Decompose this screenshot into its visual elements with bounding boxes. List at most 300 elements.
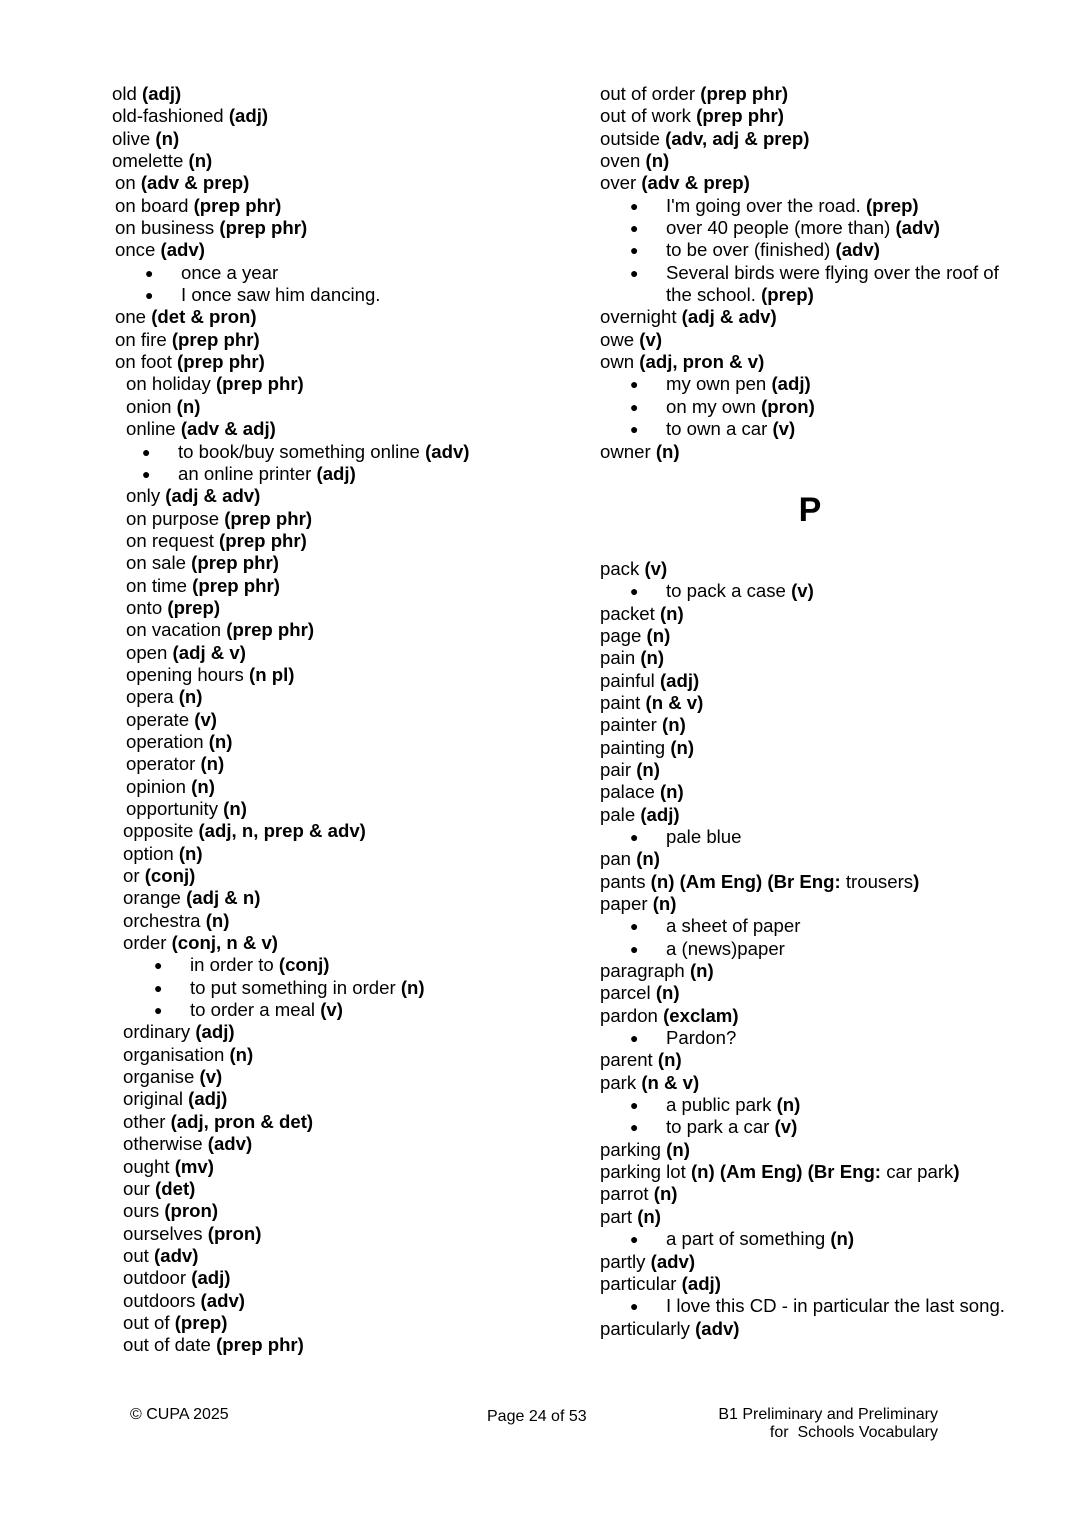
vocab-entry — [112, 753, 582, 775]
entry-word: olive — [112, 127, 151, 149]
entry-word: parcel — [600, 982, 651, 1004]
entry-word: original — [123, 1088, 183, 1110]
part-of-speech-close: ) — [953, 1161, 960, 1183]
vocab-entry — [112, 731, 582, 753]
part-of-speech: (adv) — [200, 1289, 245, 1311]
example-text: a (news)paper — [666, 937, 785, 959]
part-of-speech: (adv) — [207, 1133, 253, 1155]
part-of-speech: (prep phr) — [216, 1334, 304, 1356]
example-item — [600, 1228, 1020, 1250]
part-of-speech: (prep phr) — [192, 574, 280, 596]
vocab-entry — [600, 692, 1020, 714]
vocab-entry — [600, 1161, 1020, 1183]
vocab-entry — [600, 781, 1020, 803]
vocab-entry — [112, 508, 582, 530]
vocab-entry — [600, 351, 1020, 373]
vocab-entry — [600, 83, 1020, 105]
entry-word: ordinary — [123, 1021, 191, 1043]
vocab-entry — [112, 887, 582, 909]
part-of-speech: (adv) — [695, 1317, 740, 1339]
part-of-speech: (adj) — [191, 1267, 231, 1289]
example-text: to order a meal — [190, 999, 316, 1021]
bullet-icon: ● — [145, 287, 154, 304]
entry-word: painting — [600, 736, 666, 758]
entry-word: out — [123, 1244, 149, 1266]
vocab-entry — [600, 960, 1020, 982]
part-of-speech: (adv) — [650, 1250, 696, 1272]
vocab-entry — [600, 603, 1020, 625]
vocab-entry — [112, 709, 582, 731]
entry-word: otherwise — [123, 1133, 203, 1155]
entry-word: outdoor — [123, 1267, 187, 1289]
part-of-speech: (n) — [659, 781, 684, 803]
footer-title-line-1: B1 Preliminary and Preliminary — [718, 1406, 938, 1423]
british-equivalent: car park — [886, 1161, 954, 1183]
part-of-speech: (adj & n) — [186, 887, 261, 909]
example-part-of-speech: (n) — [830, 1228, 855, 1250]
example-text: I once saw him dancing. — [181, 284, 381, 306]
example-text: to be over (finished) — [666, 239, 831, 261]
footer-copyright: © CUPA 2025 — [130, 1406, 229, 1423]
part-of-speech: (adv & prep) — [140, 172, 250, 194]
entry-word: onion — [126, 395, 172, 417]
entry-word: operation — [126, 730, 204, 752]
entry-word: on request — [126, 529, 214, 551]
entry-word: pale — [600, 803, 636, 825]
entry-word: out of order — [600, 83, 696, 104]
bullet-icon: ● — [142, 443, 151, 460]
vocab-entry — [600, 558, 1020, 580]
entry-word: omelette — [112, 150, 184, 172]
part-of-speech: (adj) — [195, 1021, 235, 1043]
part-of-speech: (adj) — [681, 1272, 721, 1294]
part-of-speech: (pron) — [207, 1222, 262, 1244]
vocab-entry — [600, 1139, 1020, 1161]
vocab-entry — [112, 329, 582, 351]
vocab-entry — [112, 552, 582, 574]
entry-word: pan — [600, 848, 632, 870]
part-of-speech: (adj & adv) — [681, 306, 777, 328]
vocab-entry — [112, 776, 582, 798]
part-of-speech: (n) — [200, 753, 225, 775]
entry-word: on fire — [115, 328, 167, 350]
part-of-speech: (prep) — [167, 596, 221, 618]
part-of-speech: (n) — [636, 758, 660, 780]
entry-word: pants — [600, 870, 646, 892]
example-item — [600, 826, 1020, 848]
left-column — [112, 83, 582, 1357]
example-part-of-speech: (v) — [791, 580, 814, 602]
entry-word: old — [112, 83, 137, 104]
bullet-icon: ● — [630, 220, 639, 237]
entry-word: open — [126, 641, 168, 663]
vocab-entry — [112, 530, 582, 552]
footer-title-line-2: for Schools Vocabulary — [769, 1424, 938, 1441]
part-of-speech: (adj) — [188, 1088, 228, 1110]
vocab-entry — [112, 83, 582, 105]
example-item — [600, 262, 1020, 307]
vocab-entry — [112, 1267, 582, 1289]
part-of-speech: (n) — [640, 647, 665, 669]
part-of-speech: (det) — [155, 1177, 196, 1199]
part-of-speech: (conj, n & v) — [171, 932, 278, 954]
entry-word: onto — [126, 596, 163, 618]
vocab-entry — [112, 1111, 582, 1133]
part-of-speech: (prep phr) — [700, 83, 789, 104]
example-text: a part of something — [666, 1228, 826, 1250]
footer-page-number: Page 24 of 53 — [487, 1408, 587, 1425]
entry-word: park — [600, 1071, 637, 1093]
entry-word: ours — [123, 1200, 160, 1222]
vocab-entry — [600, 714, 1020, 736]
part-of-speech: (n) (Am Eng) (Br Eng: — [650, 870, 841, 892]
entry-word: parent — [600, 1049, 653, 1071]
entry-word: oven — [600, 150, 641, 172]
part-of-speech: (n) — [188, 150, 213, 172]
example-item — [600, 915, 1020, 937]
part-of-speech: (exclam) — [663, 1004, 739, 1026]
example-part-of-speech: (n) — [776, 1094, 801, 1116]
example-item — [600, 1094, 1020, 1116]
part-of-speech: (n) — [229, 1043, 254, 1065]
part-of-speech: (adj) — [142, 83, 182, 104]
entry-word: parking — [600, 1138, 661, 1160]
vocab-entry — [112, 351, 582, 373]
part-of-speech: (v) — [199, 1066, 223, 1088]
example-text: to book/buy something online — [178, 440, 420, 462]
footer-document-title — [716, 1406, 938, 1442]
part-of-speech: (n) — [659, 602, 684, 624]
entry-word: page — [600, 624, 642, 646]
entry-word: on vacation — [126, 619, 222, 641]
entry-word: operator — [126, 753, 196, 775]
vocab-entry — [600, 1072, 1020, 1094]
vocab-entry — [600, 647, 1020, 669]
entry-word: on holiday — [126, 373, 211, 395]
part-of-speech: (adv & adj) — [180, 418, 276, 440]
part-of-speech: (adj & adv) — [165, 485, 261, 507]
entry-word: other — [123, 1110, 166, 1132]
vocab-entry — [112, 1245, 582, 1267]
vocab-entry — [112, 195, 582, 217]
entry-word: overnight — [600, 306, 677, 328]
example-part-of-speech: (adj) — [316, 462, 356, 484]
entry-word: or — [123, 865, 140, 887]
entry-word: one — [115, 306, 147, 328]
entry-word: on time — [126, 574, 187, 596]
entry-word: owner — [600, 440, 651, 462]
part-of-speech: (adj, n, prep & adv) — [198, 820, 366, 842]
part-of-speech: (det & pron) — [151, 306, 257, 328]
entry-word: once — [115, 239, 156, 261]
vocab-entry — [112, 485, 582, 507]
entry-word: on foot — [115, 351, 172, 373]
vocab-entry — [112, 686, 582, 708]
entry-word: painful — [600, 669, 655, 691]
entry-word: over — [600, 172, 637, 194]
bullet-icon: ● — [154, 979, 163, 996]
vocab-entry — [112, 128, 582, 150]
part-of-speech: (n & v) — [641, 1071, 700, 1093]
entry-word: old-fashioned — [112, 105, 224, 127]
vocab-entry — [600, 871, 1020, 893]
part-of-speech: (prep phr) — [215, 373, 304, 395]
example-part-of-speech: (prep) — [865, 194, 919, 216]
vocab-entry — [112, 642, 582, 664]
example-text: over 40 people (more than) — [666, 217, 891, 239]
vocab-entry — [600, 737, 1020, 759]
example-item — [124, 977, 582, 999]
entry-word: pair — [600, 758, 632, 780]
example-item — [600, 1027, 1020, 1049]
vocab-entry — [112, 1133, 582, 1155]
example-text: Pardon? — [666, 1027, 737, 1049]
entry-word: packet — [600, 602, 655, 624]
example-item — [600, 396, 1020, 418]
entry-word: owe — [600, 328, 635, 350]
part-of-speech: (adj) — [228, 105, 269, 127]
example-item — [112, 441, 582, 463]
example-item — [600, 580, 1020, 602]
entry-word: opposite — [123, 820, 194, 842]
example-text: my own pen — [666, 373, 767, 395]
entry-word: own — [600, 351, 635, 373]
bullet-icon: ● — [154, 957, 163, 974]
part-of-speech: (adj) — [640, 803, 680, 825]
part-of-speech: (prep phr) — [193, 194, 282, 216]
part-of-speech: (n) — [655, 982, 680, 1004]
vocab-entry — [600, 150, 1020, 172]
entry-word: paper — [600, 893, 648, 914]
bullet-icon: ● — [630, 828, 639, 845]
vocab-entry — [600, 1273, 1020, 1295]
example-text: Several birds were flying over the roof of the school. — [666, 261, 999, 306]
entry-word: pain — [600, 647, 636, 669]
vocab-entry — [112, 396, 582, 418]
bullet-icon: ● — [630, 940, 639, 957]
part-of-speech: (prep phr) — [219, 529, 307, 551]
part-of-speech: (n) — [652, 893, 677, 914]
example-item — [600, 418, 1020, 440]
example-item — [600, 217, 1020, 239]
entry-word: paragraph — [600, 960, 685, 982]
example-part-of-speech: (conj) — [278, 954, 330, 976]
part-of-speech: (n) — [637, 1205, 661, 1227]
bullet-icon: ● — [630, 264, 639, 281]
part-of-speech-close: ) — [913, 870, 920, 892]
vocab-entry — [112, 217, 582, 239]
part-of-speech: (prep phr) — [219, 217, 308, 239]
example-text: an online printer — [178, 462, 312, 484]
part-of-speech: (n) — [155, 127, 180, 149]
vocab-entry — [112, 1334, 582, 1356]
part-of-speech: (prep phr) — [226, 619, 315, 641]
vocab-entry — [112, 239, 582, 261]
vocab-entry — [112, 843, 582, 865]
part-of-speech: (adj) — [659, 669, 700, 691]
example-item — [112, 463, 582, 485]
example-item — [115, 284, 582, 306]
entry-word: pardon — [600, 1004, 658, 1026]
example-text: I'm going over the road. — [666, 194, 861, 216]
entry-word: parrot — [600, 1183, 649, 1205]
entry-word: particularly — [600, 1317, 690, 1339]
example-text: to put something in order — [190, 976, 396, 998]
bullet-icon: ● — [630, 1298, 639, 1315]
vocab-entry — [600, 670, 1020, 692]
example-part-of-speech: (v) — [772, 418, 796, 440]
vocab-entry — [600, 1206, 1020, 1228]
entry-word: on sale — [126, 552, 186, 574]
entry-word: order — [123, 932, 167, 954]
entry-word: outside — [600, 127, 660, 149]
example-item — [600, 195, 1020, 217]
vocab-entry — [112, 1200, 582, 1222]
vocab-entry — [600, 1005, 1020, 1027]
vocab-entry — [112, 1290, 582, 1312]
vocab-entry — [112, 1156, 582, 1178]
vocab-entry — [600, 172, 1020, 194]
vocab-entry — [600, 128, 1020, 150]
bullet-icon: ● — [145, 264, 154, 281]
entry-word: paint — [600, 691, 641, 713]
entry-word: outdoors — [123, 1289, 196, 1311]
example-text: I love this CD - in particular the last song. — [666, 1295, 1005, 1317]
vocab-entry — [112, 306, 582, 328]
entry-word: opera — [126, 686, 174, 708]
vocab-entry — [112, 1223, 582, 1245]
vocab-entry — [112, 575, 582, 597]
example-part-of-speech: (v) — [774, 1116, 798, 1138]
vocab-entry — [112, 1044, 582, 1066]
part-of-speech: (adj, pron & v) — [639, 351, 765, 373]
entry-word: our — [123, 1177, 150, 1199]
example-text: once a year — [181, 261, 279, 283]
entry-word: part — [600, 1205, 633, 1227]
entry-word: only — [126, 485, 161, 507]
vocab-entry — [600, 804, 1020, 826]
part-of-speech: (conj) — [144, 865, 196, 887]
example-part-of-speech: (n) — [400, 976, 425, 998]
entry-word: opening hours — [126, 663, 244, 685]
part-of-speech: (n) — [176, 395, 201, 417]
example-item — [600, 938, 1020, 960]
part-of-speech: (n) — [208, 730, 233, 752]
vocab-entry — [112, 619, 582, 641]
entry-word: out of work — [600, 105, 691, 127]
example-item — [600, 373, 1020, 395]
example-text: a sheet of paper — [666, 915, 801, 937]
right-column — [600, 83, 1020, 1340]
part-of-speech: (v) — [644, 557, 668, 579]
example-item — [115, 262, 582, 284]
bullet-icon: ● — [630, 1231, 639, 1248]
part-of-speech: (n) — [645, 150, 670, 172]
vocab-entry — [600, 1318, 1020, 1340]
example-text: to own a car — [666, 418, 768, 440]
entry-word: orchestra — [123, 909, 201, 931]
example-part-of-speech: (pron) — [761, 395, 815, 417]
vocab-entry — [112, 910, 582, 932]
example-part-of-speech: (adv) — [425, 440, 470, 462]
example-part-of-speech: (adj) — [771, 373, 811, 395]
entry-word: partly — [600, 1250, 646, 1272]
entry-word: option — [123, 842, 174, 864]
vocab-entry — [112, 150, 582, 172]
vocab-entry — [600, 1251, 1020, 1273]
part-of-speech: (n) — [689, 960, 714, 982]
vocab-entry — [112, 105, 582, 127]
vocab-entry — [112, 865, 582, 887]
vocab-entry — [112, 597, 582, 619]
part-of-speech: (n pl) — [249, 663, 295, 685]
vocab-entry — [600, 982, 1020, 1004]
example-text: to park a car — [666, 1116, 770, 1138]
vocab-entry — [600, 1049, 1020, 1071]
part-of-speech: (v) — [194, 708, 217, 730]
vocab-entry — [600, 1183, 1020, 1205]
part-of-speech: (n) — [178, 842, 203, 864]
vocab-entry — [112, 798, 582, 820]
part-of-speech: (adj, pron & det) — [170, 1110, 314, 1132]
bullet-icon: ● — [142, 465, 151, 482]
bullet-icon: ● — [630, 376, 639, 393]
vocab-entry — [112, 1088, 582, 1110]
example-text: on my own — [666, 395, 756, 417]
part-of-speech: (n & v) — [645, 691, 704, 713]
entry-word: opinion — [126, 775, 186, 797]
entry-word: palace — [600, 781, 655, 803]
example-part-of-speech: (adv) — [835, 239, 880, 261]
example-item — [124, 954, 582, 976]
example-item — [600, 1116, 1020, 1138]
bullet-icon: ● — [630, 1119, 639, 1136]
entry-word: on purpose — [126, 507, 220, 529]
part-of-speech: (prep) — [174, 1311, 228, 1333]
example-text: in order to — [190, 954, 274, 976]
bullet-icon: ● — [630, 398, 639, 415]
vocab-entry — [600, 893, 1020, 915]
entry-word: on board — [115, 194, 189, 216]
part-of-speech: (mv) — [174, 1155, 214, 1177]
vocab-entry — [112, 820, 582, 842]
part-of-speech: (prep phr) — [177, 351, 265, 373]
part-of-speech: (adv & prep) — [641, 172, 750, 194]
part-of-speech: (n) — [662, 714, 686, 736]
part-of-speech: (adj & v) — [172, 641, 246, 663]
vocab-entry — [112, 1312, 582, 1334]
bullet-icon: ● — [630, 197, 639, 214]
bullet-icon: ● — [630, 918, 639, 935]
part-of-speech: (n) — [657, 1049, 682, 1071]
vocab-entry — [112, 1021, 582, 1043]
entry-word: organise — [123, 1066, 195, 1088]
bullet-icon: ● — [154, 1002, 163, 1019]
entry-word: ourselves — [123, 1222, 203, 1244]
vocab-entry — [600, 306, 1020, 328]
entry-word: orange — [123, 887, 181, 909]
part-of-speech: (n) — [670, 736, 695, 758]
example-text: a public park — [666, 1094, 772, 1116]
british-equivalent: trousers — [845, 870, 914, 892]
part-of-speech: (adv) — [160, 239, 205, 261]
part-of-speech: (n) — [191, 775, 215, 797]
entry-word: parking lot — [600, 1161, 686, 1183]
entry-word: on business — [115, 217, 215, 239]
vocab-entry — [112, 664, 582, 686]
part-of-speech: (n) — [655, 440, 680, 462]
part-of-speech: (prep phr) — [224, 507, 313, 529]
